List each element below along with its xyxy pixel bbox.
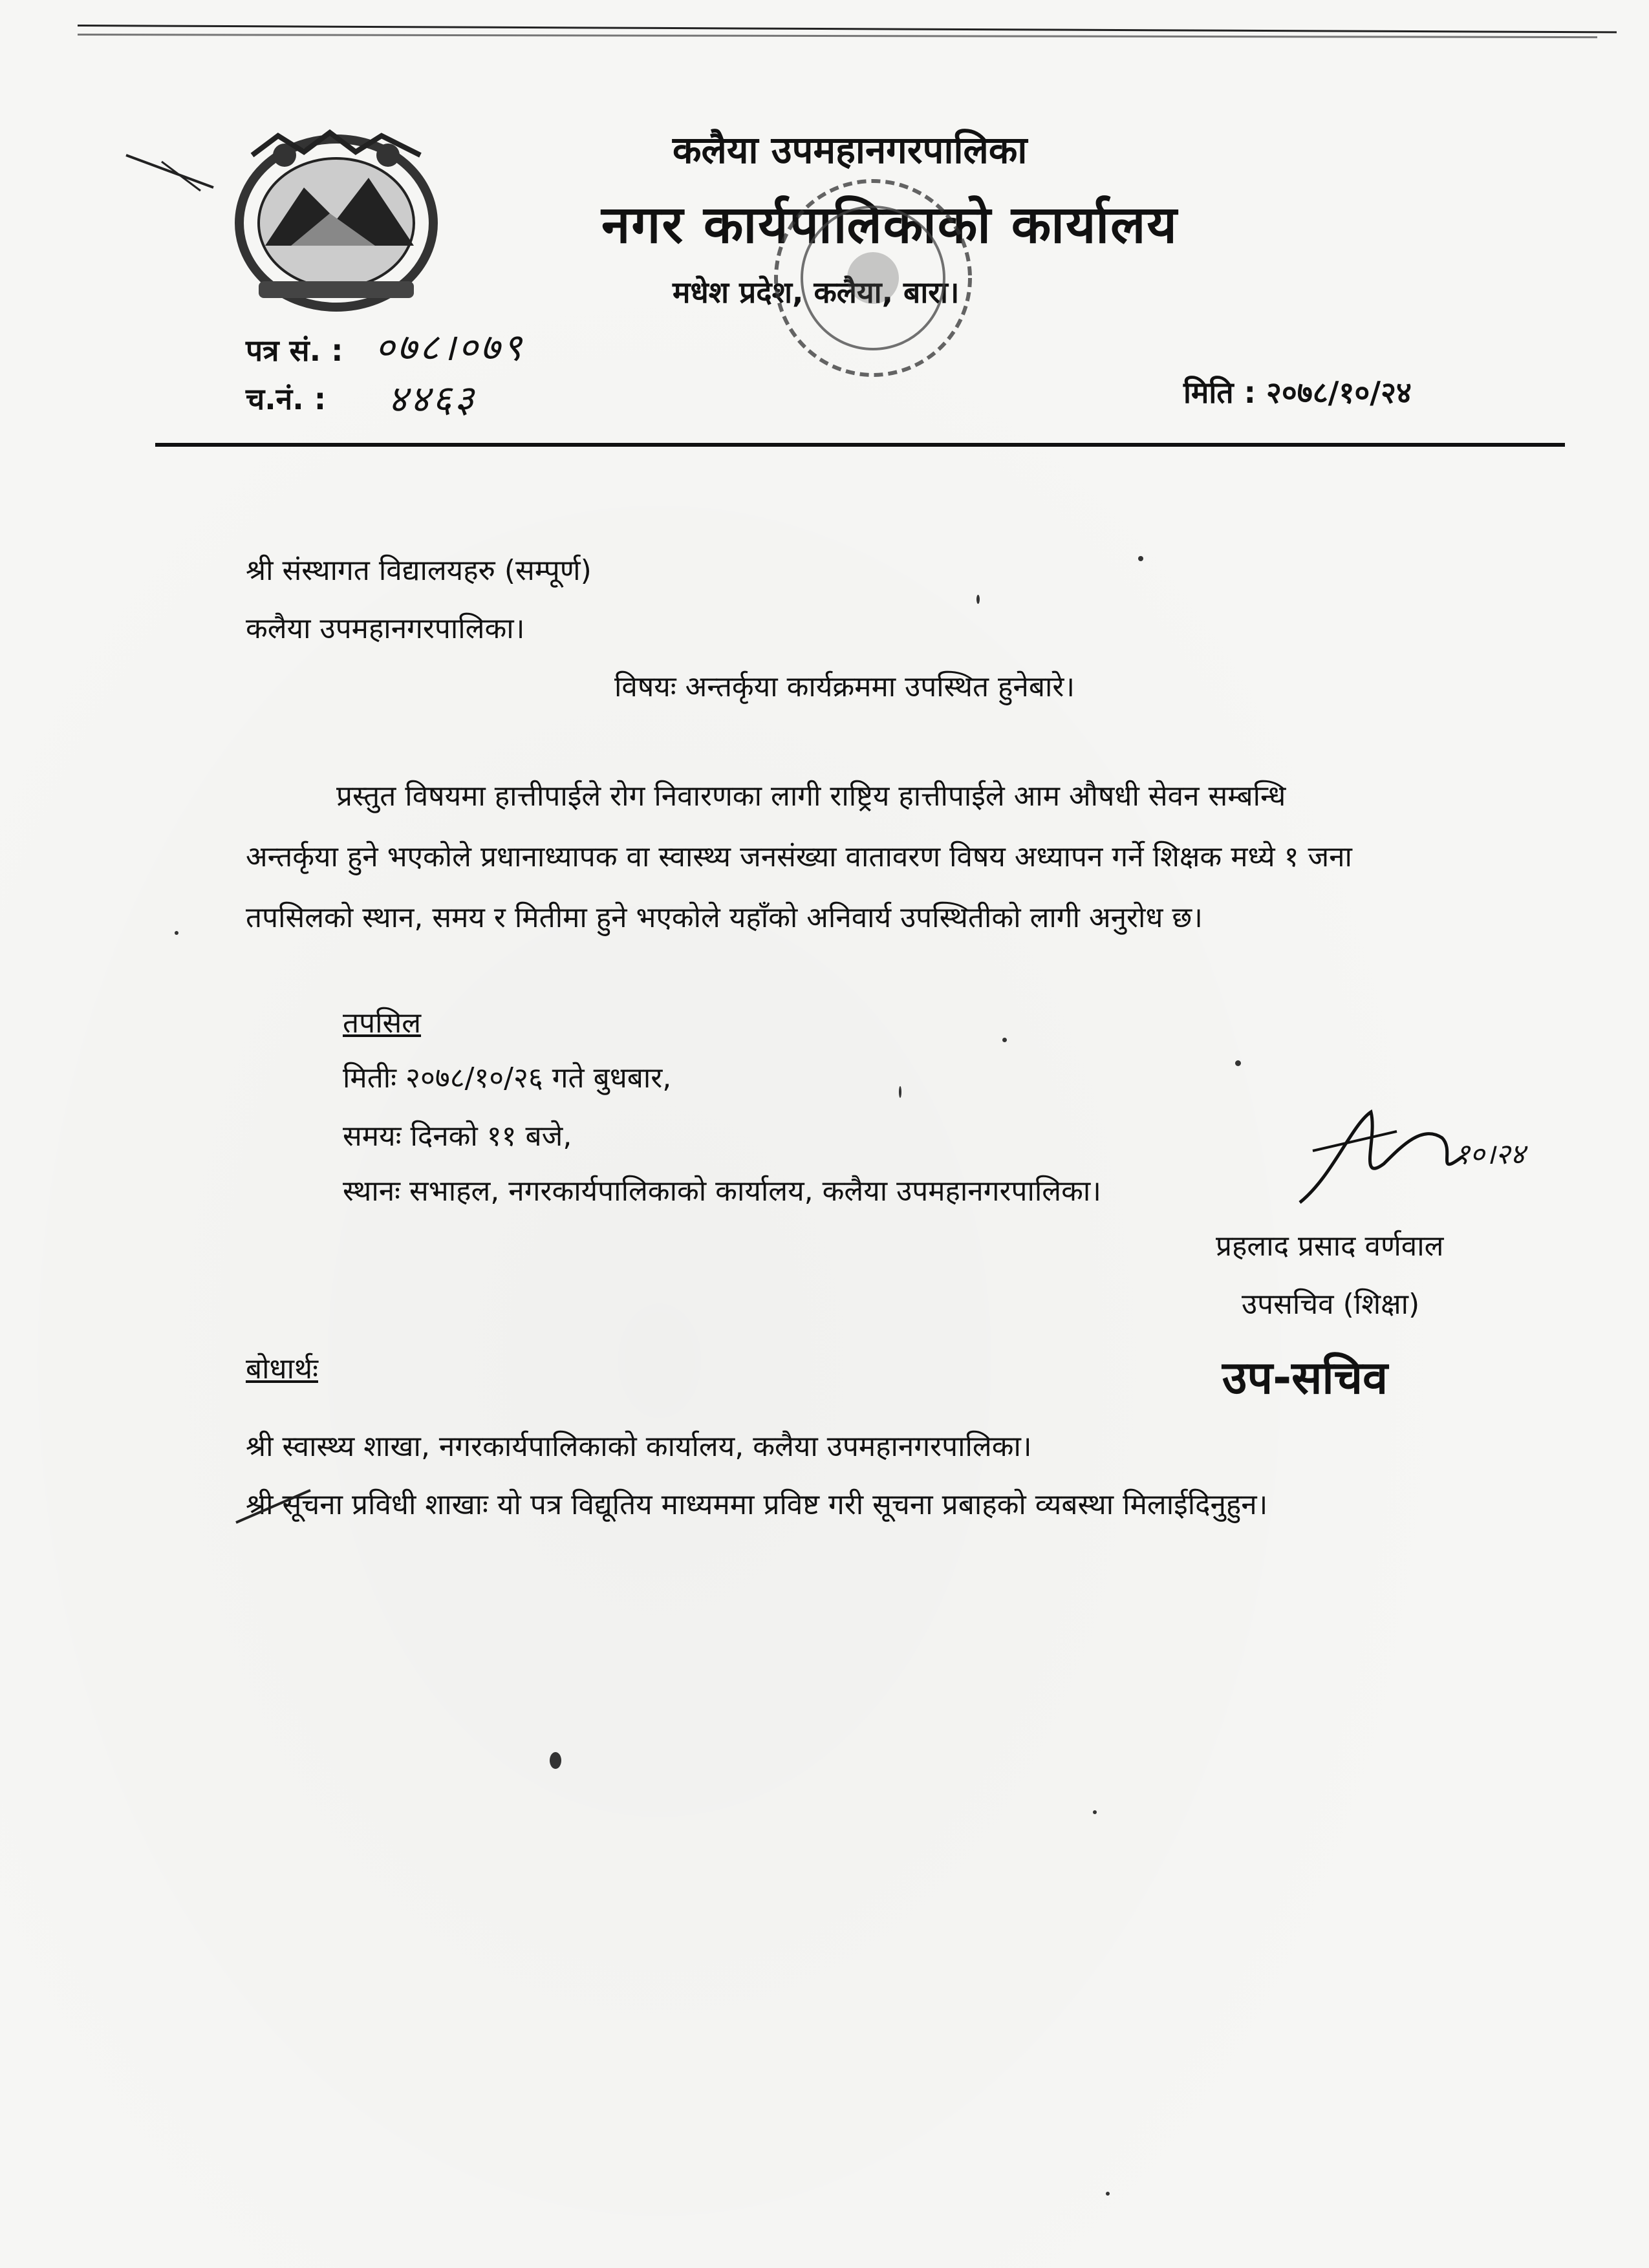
ref-number-value: ०७८।०७९ — [375, 325, 524, 369]
details-time: समयः दिनको ११ बजे, — [343, 1120, 572, 1153]
signatory-title: उपसचिव (शिक्षा) — [1242, 1288, 1420, 1321]
nepal-emblem-icon — [213, 116, 459, 323]
scan-speck — [550, 1752, 561, 1769]
recipient-line-2: कलैया उपमहानगरपालिका। — [246, 612, 525, 645]
body-line-1: प्रस्तुत विषयमा हात्तीपाईले रोग निवारणका लागी राष्ट्रिय हात्तीपाईले आम औषधी सेवन सम्बन्धि — [336, 780, 1286, 813]
handwritten-tick-mark — [123, 149, 220, 194]
ref-number-label: पत्र सं. : — [246, 333, 343, 368]
scan-speck — [976, 595, 980, 604]
subject-line: विषयः अन्तर्कृया कार्यक्रममा उपस्थित हुनेबारे। — [614, 670, 1075, 703]
letter-date: मिति : २०७८/१०/२४ — [1183, 375, 1412, 410]
scan-speck — [1093, 1810, 1097, 1814]
dispatch-number-label: च.नं. : — [246, 381, 327, 416]
details-heading: तपसिल — [343, 1007, 422, 1040]
office-address: मधेश प्रदेश, कलैया, बारा। — [673, 275, 960, 310]
cc-line-1: श्री स्वास्थ्य शाखा, नगरकार्यपालिकाको कार्यालय, कलैया उपमहानगरपालिका। — [246, 1430, 1032, 1463]
office-name: नगर कार्यपालिकाको कार्यालय — [601, 195, 1178, 255]
signatory-name: प्रहलाद प्रसाद वर्णवाल — [1216, 1230, 1444, 1263]
recipient-line-1: श्री संस्थागत विद्यालयहरु (सम्पूर्ण) — [246, 554, 592, 587]
scan-speck — [1106, 2192, 1110, 2196]
dispatch-number-value: ४४६३ — [388, 377, 477, 421]
scan-speck — [899, 1086, 901, 1098]
body-line-3: तपसिलको स्थान, समय र मितीमा हुने भएकोले यहाँको अनिवार्य उपस्थितीको लागी अनुरोध छ। — [246, 901, 1203, 934]
scan-edge-line — [78, 25, 1617, 33]
designation-stamp: उप-सचिव — [1222, 1351, 1388, 1404]
handwritten-signature — [1293, 1086, 1539, 1222]
body-line-2: अन्तर्कृया हुने भएकोले प्रधानाध्यापक वा स्वास्थ्य जनसंख्या वातावरण विषय अध्यापन गर्ने शिक्षक मध्ये १ जना — [246, 840, 1352, 873]
scan-edge-line — [78, 34, 1597, 38]
header-divider — [155, 443, 1565, 447]
handwritten-strike-mark — [233, 1487, 317, 1526]
office-seal-stamp — [757, 162, 989, 394]
scan-speck — [1138, 556, 1143, 561]
details-place: स्थानः सभाहल, नगरकार्यपालिकाको कार्यालय, कलैया उपमहानगरपालिका। — [343, 1175, 1101, 1208]
signature-date: १०।२४ — [1455, 1138, 1525, 1171]
org-name: कलैया उपमहानगरपालिका — [673, 128, 1028, 172]
scan-speck — [175, 931, 178, 935]
scan-speck — [1002, 1038, 1007, 1042]
details-date: मितीः २०७८/१०/२६ गते बुधबार, — [343, 1062, 672, 1095]
scan-speck — [1235, 1060, 1241, 1066]
cc-line-2: श्री सूचना प्रविधी शाखाः यो पत्र विद्यूतिय माध्यममा प्रविष्ट गरी सूचना प्रबाहको व्यबस्था मिलाईदिनुहुन। — [246, 1488, 1268, 1521]
body-paragraph — [246, 766, 1526, 948]
cc-heading: बोधार्थः — [246, 1353, 318, 1385]
